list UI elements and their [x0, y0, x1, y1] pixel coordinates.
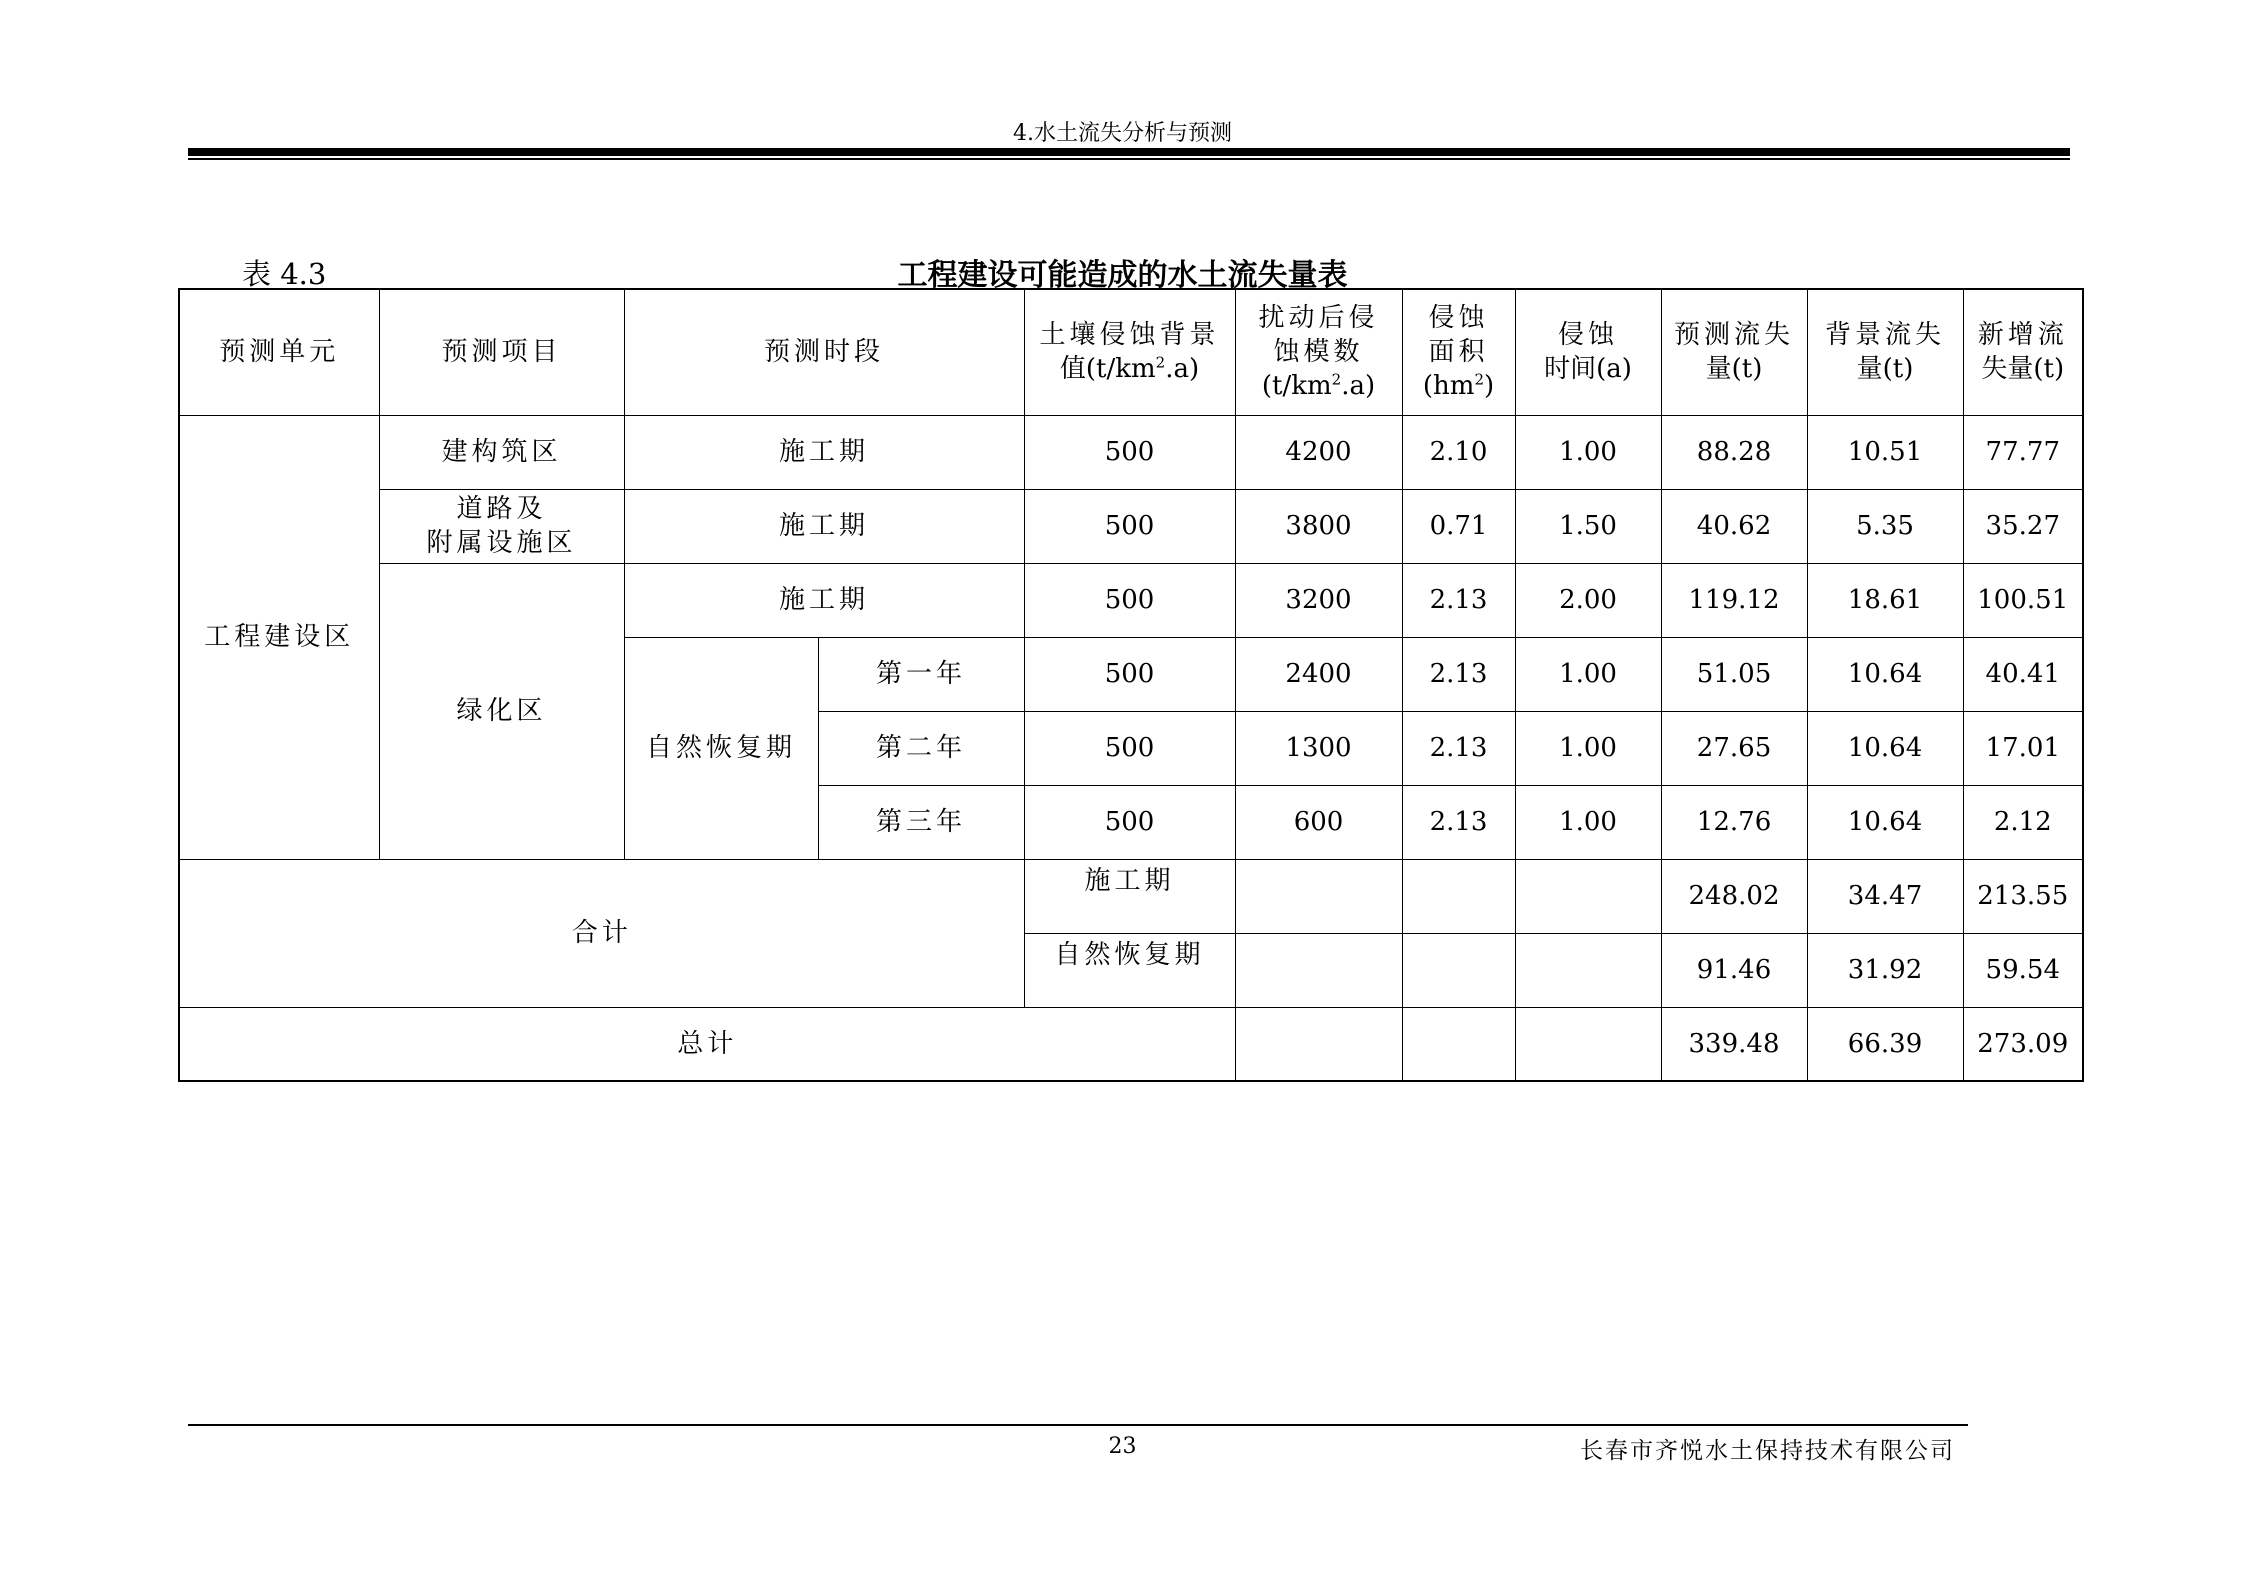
- cell-value: 2.13: [1402, 637, 1515, 711]
- cell-empty: [1235, 933, 1402, 1007]
- cell-value: 2.00: [1515, 563, 1661, 637]
- header-item: 预测项目: [379, 289, 624, 415]
- subtotal-row: [179, 859, 2083, 933]
- cell-empty: [1515, 933, 1661, 1007]
- header-disturbed-modulus: 扰动后侵 蚀模数 $(t/km^2.a)$: [1235, 289, 1402, 415]
- cell-unit: 工程建设区: [179, 415, 379, 859]
- header-rule-thick: [188, 148, 2070, 156]
- cell-empty: [1402, 1007, 1515, 1081]
- cell-item: 绿化区: [379, 563, 624, 859]
- header-predicted-loss: 预测流失 量(t): [1661, 289, 1807, 415]
- cell-value: 1.50: [1515, 489, 1661, 563]
- cell-value: 91.46: [1661, 933, 1807, 1007]
- cell-value: 40.41: [1963, 637, 2083, 711]
- cell-value: 2400: [1235, 637, 1402, 711]
- table-label: 表 4.3: [242, 257, 327, 291]
- cell-value: 500: [1024, 489, 1235, 563]
- cell-value: 500: [1024, 711, 1235, 785]
- cell-value: 40.62: [1661, 489, 1807, 563]
- cell-value: 10.64: [1807, 637, 1963, 711]
- cell-value: 2.13: [1402, 711, 1515, 785]
- cell-value: 17.01: [1963, 711, 2083, 785]
- cell-value: 10.64: [1807, 711, 1963, 785]
- cell-value: 3800: [1235, 489, 1402, 563]
- cell-value: 1.00: [1515, 637, 1661, 711]
- cell-value: 12.76: [1661, 785, 1807, 859]
- header-new-loss: 新增流 失量(t): [1963, 289, 2083, 415]
- cell-value: 34.47: [1807, 859, 1963, 933]
- header-background-loss: 背景流失 量(t): [1807, 289, 1963, 415]
- table-row: [179, 415, 2083, 489]
- cell-value: 1.00: [1515, 711, 1661, 785]
- cell-value: 59.54: [1963, 933, 2083, 1007]
- cell-empty: [1235, 1007, 1402, 1081]
- cell-value: 10.64: [1807, 785, 1963, 859]
- header-rule-thin: [188, 158, 2070, 160]
- cell-value: 2.10: [1402, 415, 1515, 489]
- table-row: [179, 563, 2083, 637]
- cell-subperiod: 第一年: [818, 637, 1024, 711]
- cell-value: 66.39: [1807, 1007, 1963, 1081]
- cell-value: 500: [1024, 785, 1235, 859]
- cell-value: 5.35: [1807, 489, 1963, 563]
- cell-period: 施工期: [624, 415, 1024, 489]
- total-row: [179, 1007, 2083, 1081]
- cell-period: 施工期: [624, 489, 1024, 563]
- page-number: 23: [1108, 1434, 1137, 1459]
- cell-value: 248.02: [1661, 859, 1807, 933]
- cell-item: 道路及 附属设施区: [379, 489, 624, 563]
- cell-value: 1.00: [1515, 415, 1661, 489]
- cell-value: 119.12: [1661, 563, 1807, 637]
- cell-value: 2.12: [1963, 785, 2083, 859]
- header-background-value: 土壤侵蚀背景 值$(t/km^2.a)$: [1024, 289, 1235, 415]
- table-row: [179, 489, 2083, 563]
- soil-loss-table: [178, 288, 2084, 1082]
- cell-value: 31.92: [1807, 933, 1963, 1007]
- cell-value: 3200: [1235, 563, 1402, 637]
- cell-item: 建构筑区: [379, 415, 624, 489]
- cell-value: 4200: [1235, 415, 1402, 489]
- cell-value: 500: [1024, 563, 1235, 637]
- cell-value: 2.13: [1402, 785, 1515, 859]
- cell-value: 1.00: [1515, 785, 1661, 859]
- table-title: 工程建设可能造成的水土流失量表: [897, 258, 1348, 293]
- cell-value: 35.27: [1963, 489, 2083, 563]
- cell-value: 500: [1024, 637, 1235, 711]
- cell-period-recovery: 自然恢复期: [624, 637, 818, 859]
- header-unit: 预测单元: [179, 289, 379, 415]
- cell-value: 77.77: [1963, 415, 2083, 489]
- running-header: 4.水土流失分析与预测: [1013, 121, 1232, 146]
- cell-empty: [1402, 859, 1515, 933]
- cell-value: 10.51: [1807, 415, 1963, 489]
- header-erosion-time: 侵蚀 时间(a): [1515, 289, 1661, 415]
- cell-value: 18.61: [1807, 563, 1963, 637]
- footer-rule: [188, 1424, 1968, 1426]
- cell-value: 100.51: [1963, 563, 2083, 637]
- header-erosion-area: 侵蚀 面积 $(hm^2)$: [1402, 289, 1515, 415]
- cell-empty: [1515, 1007, 1661, 1081]
- cell-empty: [1515, 859, 1661, 933]
- cell-value: 88.28: [1661, 415, 1807, 489]
- cell-value: 1300: [1235, 711, 1402, 785]
- cell-value: 600: [1235, 785, 1402, 859]
- cell-value: 51.05: [1661, 637, 1807, 711]
- cell-value: 339.48: [1661, 1007, 1807, 1081]
- cell-empty: [1402, 933, 1515, 1007]
- cell-subtotal-recovery-label: 自然恢复期: [1024, 933, 1235, 1007]
- cell-value: 27.65: [1661, 711, 1807, 785]
- cell-period: 施工期: [624, 563, 1024, 637]
- cell-total-label: 总计: [179, 1007, 1235, 1081]
- cell-subperiod: 第二年: [818, 711, 1024, 785]
- cell-value: 2.13: [1402, 563, 1515, 637]
- cell-subtotal-label: 合计: [179, 859, 1024, 1007]
- company-name: 长春市齐悦水土保持技术有限公司: [1580, 1438, 1955, 1464]
- cell-empty: [1235, 859, 1402, 933]
- cell-value: 500: [1024, 415, 1235, 489]
- cell-subtotal-construction-label: 施工期: [1024, 859, 1235, 933]
- header-period: 预测时段: [624, 289, 1024, 415]
- cell-value: 213.55: [1963, 859, 2083, 933]
- cell-subperiod: 第三年: [818, 785, 1024, 859]
- table-header-row: [179, 289, 2083, 415]
- cell-value: 0.71: [1402, 489, 1515, 563]
- cell-value: 273.09: [1963, 1007, 2083, 1081]
